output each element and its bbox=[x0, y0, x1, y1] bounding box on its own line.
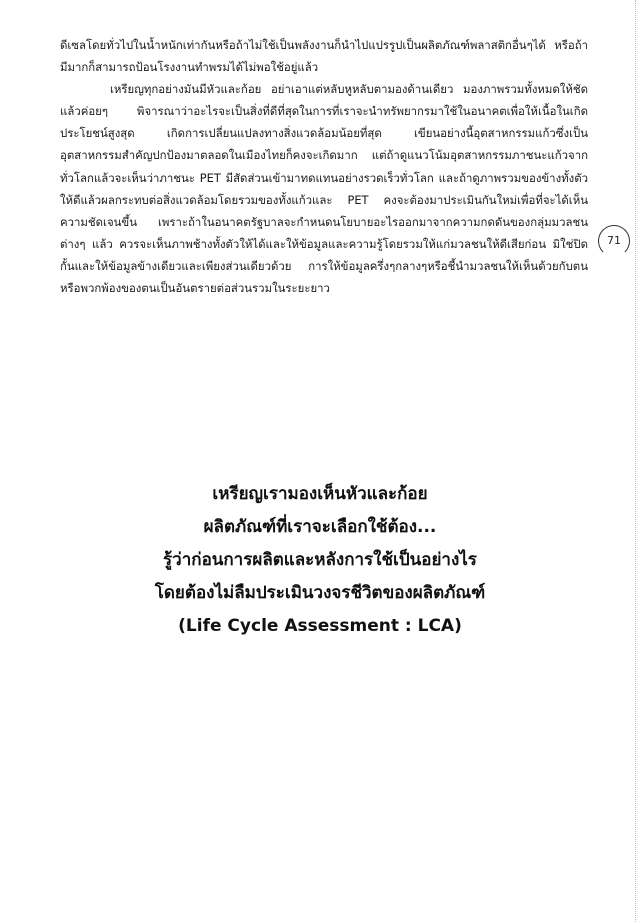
paragraph-continued: ดีเซลโดยทั่วไปในน้ำหนักเท่ากันหรือถ้าไม่ใช้เป็นพลังงานก็นำไปแปรรูปเป็นผลิตภัณฑ์พลาสติกอื่นๆได้ หรือถ้ามีมากก็สามารถป้อนโรงงานทำพรมได้ไม่พอใช้อยู่แล้ว bbox=[60, 38, 588, 75]
highlight-line-1: เหรียญเรามองเห็นหัวและก้อย bbox=[212, 484, 428, 504]
page-edge-divider bbox=[634, 0, 636, 922]
highlight-line-3: รู้ว่าก่อนการผลิตและหลังการใช้เป็นอย่างไร bbox=[163, 550, 477, 570]
page-number: 71 bbox=[598, 225, 630, 257]
highlight-line-5: (Life Cycle Assessment : LCA) bbox=[178, 616, 462, 636]
highlight-line-2: ผลิตภัณฑ์ที่เราจะเลือกใช้ต้อง... bbox=[203, 517, 437, 537]
body-text bbox=[60, 34, 588, 299]
paragraph-coin-analogy: เหรียญทุกอย่างมันมีหัวและก้อย อย่าเอาแต่หลับหูหลับตามองด้านเดียว มองภาพรวมทั้งหมดให้ชัดแล้วค่อยๆ พิจารณาว่าอะไรจะเป็นสิ่งที่ดีที่สุดในการที่เราจะนำทรัพยากรมาใช้ในอนาคตเพื่อให้เนื้อในเกิดประโยชน์สูงสุด เกิดการเปลี่ยนแปลงทางสิ่งแวดล้อมน้อยที่สุด เขียนอย่างนี้อุตสาหกรรมแก้วซึ่งเป็นอุตสาหกรรมสำคัญปกป้องมาตลอดในเมืองไทยก็คงจะเกิดมาก แต่ถ้าดูแนวโน้มอุตสาหกรรมภาชนะแก้วจากทั่วโลกแล้วจะเห็นว่าภาชนะ PET มีสัดส่วนเข้ามาทดแทนอย่างรวดเร็วทั่วโลก และถ้าดูภาพรวมของข้างทั้งตัวให้ดีแล้วผลกระทบต่อสิ่งแวดล้อมโดยรวมของทั้งแก้วและ PET คงจะต้องมาประเมินกันใหม่เพื่อที่จะได้เห็นความชัดเจนขึ้น เพราะถ้าในอนาคตรัฐบาลจะกำหนดนโยบายอะไรออกมาจากความกดดันของกลุ่มมวลชนต่างๆ แล้ว ควรจะเห็นภาพช้างทั้งตัวให้ได้และให้ข้อมูลและความรู้โดยรวมให้แก่มวลชนให้ดีเสียก่อน มิใช่ปิดกั้นและให้ข้อมูลข้างเดียวและเพียงส่วนเดียวด้วย การให้ข้อมูลครึ่งๆกลางๆหรือชี้นำมวลชนให้เห็นด้วยกับตนหรือพวกพ้องของตนเป็นอันตรายต่อส่วนรวมในระยะยาว bbox=[60, 82, 588, 296]
highlight-line-4: โดยต้องไม่ลืมประเมินวงจรชีวิตของผลิตภัณฑ์ bbox=[154, 583, 486, 603]
highlight-box bbox=[80, 478, 560, 643]
